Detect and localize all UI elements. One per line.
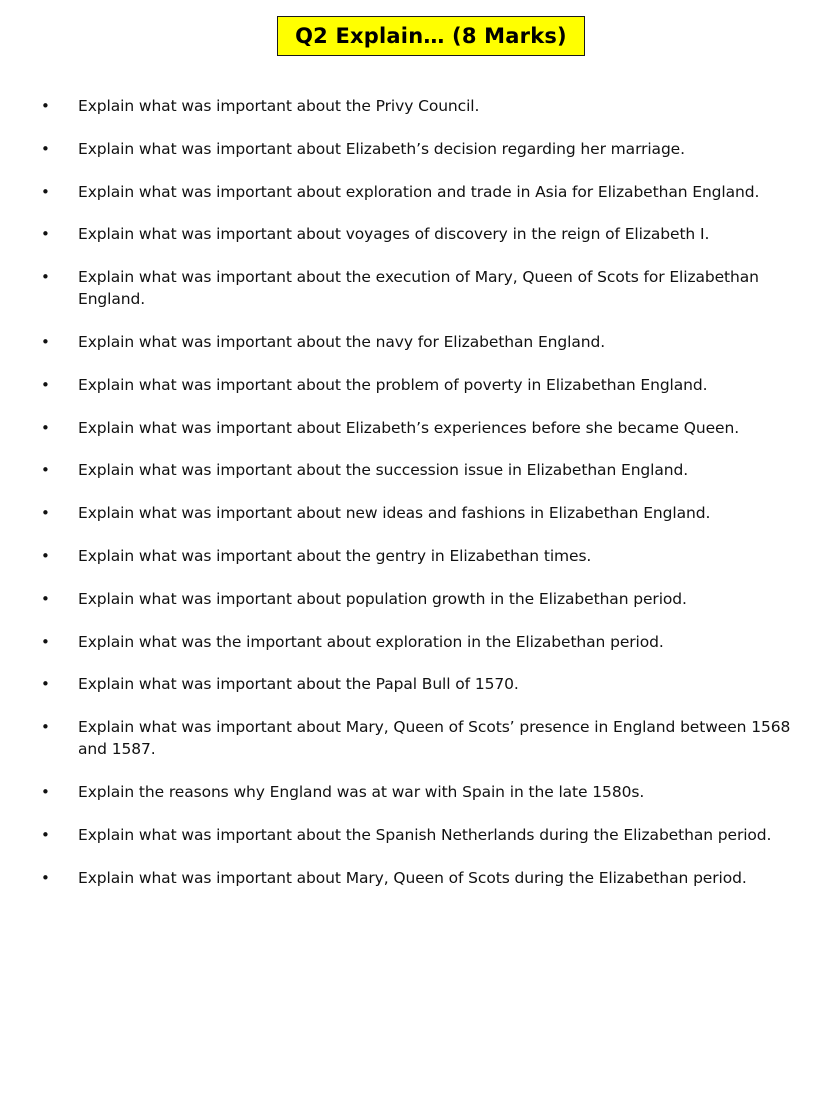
question-text: Explain what was the important about exploration in the Elizabethan period. xyxy=(78,632,664,651)
bullet-icon: • xyxy=(41,718,50,737)
list-item xyxy=(0,95,828,117)
question-text: Explain the reasons why England was at war with Spain in the late 1580s. xyxy=(78,782,645,801)
list-item xyxy=(0,223,828,245)
list-item xyxy=(0,824,828,846)
bullet-icon: • xyxy=(41,375,50,394)
title-box xyxy=(277,16,585,56)
list-item xyxy=(0,181,828,203)
question-text: Explain what was important about the Papal Bull of 1570. xyxy=(78,675,519,694)
bullet-icon: • xyxy=(41,782,50,801)
bullet-icon: • xyxy=(41,504,50,523)
list-item xyxy=(0,459,828,481)
list-item xyxy=(0,588,828,610)
question-text: Explain what was important about the gentry in Elizabethan times. xyxy=(78,546,592,565)
question-text: Explain what was important about the Spanish Netherlands during the Elizabethan period. xyxy=(78,825,772,844)
bullet-icon: • xyxy=(41,182,50,201)
list-item xyxy=(0,502,828,524)
list-item xyxy=(0,374,828,396)
question-text: Explain what was important about new ideas and fashions in Elizabethan England. xyxy=(78,504,711,523)
bullet-icon: • xyxy=(41,97,50,115)
question-text: Explain what was important about the problem of poverty in Elizabethan England. xyxy=(78,375,708,394)
list-item xyxy=(0,716,828,760)
question-text: Explain what was important about population growth in the Elizabethan period. xyxy=(78,589,687,608)
list-item xyxy=(0,673,828,695)
bullet-icon: • xyxy=(41,675,50,694)
bullet-icon: • xyxy=(41,461,50,480)
bullet-icon: • xyxy=(41,418,50,437)
question-text: Explain what was important about Elizabeth’s experiences before she became Queen. xyxy=(78,418,740,437)
list-item xyxy=(0,545,828,567)
bullet-icon: • xyxy=(41,225,50,244)
bullet-icon: • xyxy=(41,868,50,887)
page-title: Q2 Explain… (8 Marks) xyxy=(295,24,567,48)
list-item xyxy=(0,631,828,653)
question-text: Explain what was important about Mary, Queen of Scots during the Elizabethan period. xyxy=(78,868,747,887)
list-item xyxy=(0,138,828,160)
list-item xyxy=(0,781,828,803)
question-text: Explain what was important about the navy for Elizabethan England. xyxy=(78,332,606,351)
question-list xyxy=(0,95,828,909)
bullet-icon: • xyxy=(41,332,50,351)
question-text: Explain what was important about the Privy Council. xyxy=(78,97,480,115)
list-item xyxy=(0,867,828,889)
question-text: Explain what was important about exploration and trade in Asia for Elizabethan England. xyxy=(78,182,760,201)
list-item xyxy=(0,331,828,353)
bullet-icon: • xyxy=(41,589,50,608)
list-item xyxy=(0,266,828,310)
bullet-icon: • xyxy=(41,139,50,158)
question-text: Explain what was important about the execution of Mary, Queen of Scots for Elizabethan England. xyxy=(78,268,759,309)
bullet-icon: • xyxy=(41,632,50,651)
list-item xyxy=(0,417,828,439)
question-text: Explain what was important about voyages of discovery in the reign of Elizabeth I. xyxy=(78,225,710,244)
question-text: Explain what was important about Elizabeth’s decision regarding her marriage. xyxy=(78,139,685,158)
bullet-icon: • xyxy=(41,825,50,844)
question-text: Explain what was important about the succession issue in Elizabethan England. xyxy=(78,461,689,480)
question-text: Explain what was important about Mary, Queen of Scots’ presence in England between 1568 and 1587. xyxy=(78,718,791,759)
bullet-icon: • xyxy=(41,546,50,565)
bullet-icon: • xyxy=(41,268,50,287)
